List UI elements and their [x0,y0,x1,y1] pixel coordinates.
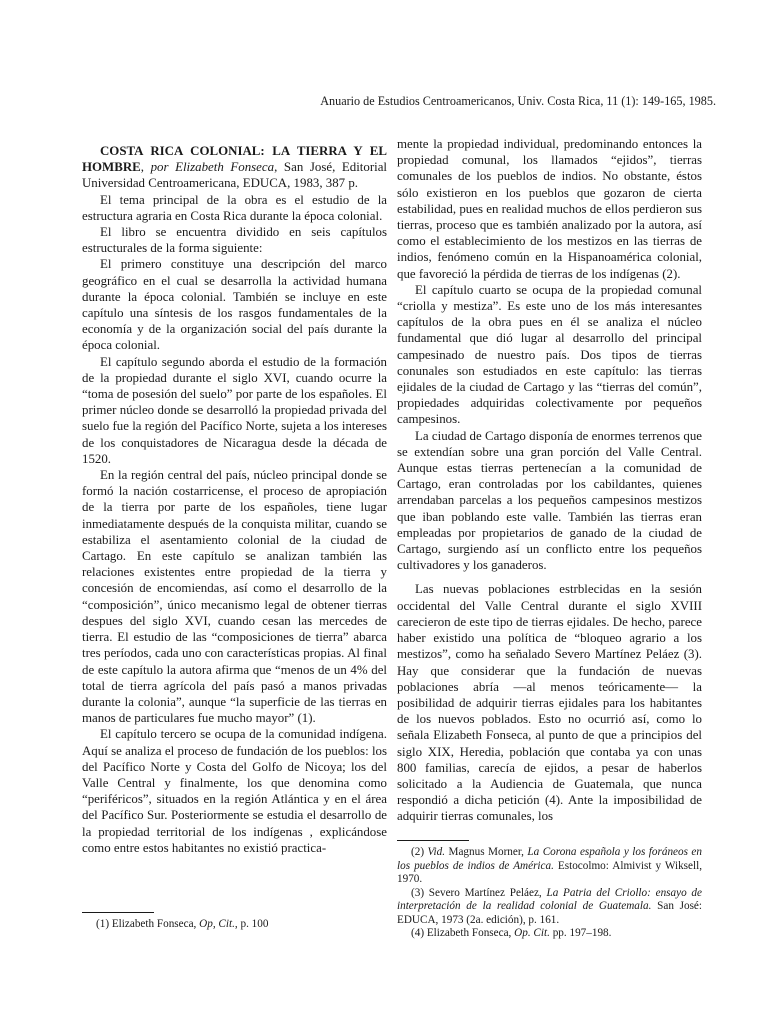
left-column [82,143,387,856]
paragraph: El capítulo cuarto se ocupa de la propiedad comunal “criolla y mestiza”. Es este uno de los más interesantes capítulos de la obra pues en él se analiza el núcleo fundamental que dió lugar al desarrollo del principal campesinado de nuestro país. Dos tipos de tierras conunales son estudiados en este capítulo: las tierras ejidales de la ciudad de Cartago y las “tierras del común”, propiedades adquiridas colectivamente por pequeños campesinos. [397,282,702,427]
footnotes-left [82,912,387,932]
paragraph: La ciudad de Cartago disponía de enormes terrenos que se extendían sobre una gran porción del Valle Central. Aunque estas tierras pertenecían a la comunidad de Cartago, eran controladas por los cabildantes, quienes arrendaban parcelas a los pequeños campesinos mestizos que iban poblando este valle. También las tierras eran empleadas por propietarios de ganado de la ciudad de Cartago, surgiendo así un conflicto entre los pequeños cultivadores y los ganaderos. [397,428,702,573]
paragraph: En la región central del país, núcleo principal donde se formó la nación costarricense, el proceso de apropiación de la tierra por parte de los españoles, tiene lugar inmediatamente después de la conquista militar, cuando se estabiliza el asentamiento colonial de la ciudad de Cartago. En este capítulo se analizan también las relaciones existentes entre propiedad de la tierra y concesión de encomiendas, así como el desarrollo de la “composición”, único mecanismo legal de obtener tierras despues del siglo XVI, cuando cesan las mercedes de tierra. El estudio de las “composiciones de tierra” abarca tres períodos, cada uno con características propias. Al final de este capítulo la autora afirma que “menos de un 4% del total de tierra agrícola del país pasó a manos privadas durante la colonia”, aunque “la superficie de las tierras en manos de particulares fue mucho mayor” (1). [82,468,387,726]
footnote: (3) Severo Martínez Peláez, La Patria del Criollo: ensayo de interpretación de la realidad colonial de Guatemala. San José: EDUCA, 1973 (2a. edición), p. 161. [397,886,702,926]
review-heading: COSTA RICA COLONIAL: LA TIERRA Y EL HOMBRE, por Elizabeth Fonseca, San José, Editorial Universidad Centroamericana, EDUCA, 1983, 387 p. [82,144,388,191]
paragraph: El libro se encuentra dividido en seis capítulos estructurales de la forma siguiente: [82,225,387,256]
paragraph: Las nuevas poblaciones estrblecidas en la sesión occidental del Valle Central durante el siglo XVIII carecieron de este tipo de tierras ejidales. De hecho, parece haber existido una política de “bloqueo agrario a los mestizos”, como ha señalado Severo Martínez Peláez (3). Hay que considerar que la fundación de nuevas poblaciones abría —al menos teóricamente— la posibilidad de adquirir tierras ejidales para los habitantes de los nuevos poblados. Esto no ocurrió así, como lo señala Elizabeth Fonseca, al punto de que a principios del siglo XIX, Heredia, población que contaba ya con unas 800 familias, carecía de ejidos, a pesar de haberlos solicitado a la Audiencia de Guatemala, que nunca respondió a dicha petición (4). Ante la imposibilidad de adquirir tierras comunales, los [397,582,702,824]
book-title: COSTA RICA COLONIAL: LA TIERRA Y EL HOMBRE [82,144,387,175]
journal-citation-header: Anuario de Estudios Centroamericanos, Univ. Costa Rica, 11 (1): 149-165, 1985. [320,94,716,108]
paragraph: El capítulo tercero se ocupa de la comunidad indígena. Aquí se analiza el proceso de fundación de los pueblos: los del Pacífico Norte y Costa del Golfo de Nicoya; los del Valle Central y finalmente, los que denomina como “periféricos”, situados en la región Atlántica y en el área del Pacífico Sur. Posteriormente se estudia el desarrollo de la propiedad territorial de los indígenas , explicándose como entre estos habitantes no existió practica- [82,727,387,855]
book-author: por Elizabeth Fonseca [150,160,275,175]
footnote-rule [82,912,154,913]
footnote: (4) Elizabeth Fonseca, Op. Cit. pp. 197–198. [411,927,612,939]
right-column [397,136,702,825]
footnote-rule [397,840,469,841]
footnote: (1) Elizabeth Fonseca, Op, Cit., p. 100 [96,918,269,930]
paragraph: El capítulo segundo aborda el estudio de la formación de la propiedad durante el siglo XVI, cuando ocurre la “toma de posesión del suelo” por parte de los españoles. El primer núcleo donde se desarrolló la propiedad privada del suelo fue la región del Pacífico Norte, sujeta a los intereses de los conquistadores de Nicaragua desde la década de 1520. [82,354,387,466]
paragraph: El primero constituye una descripción del marco geográfico en el cual se desarrolla la actividad humana durante la época colonial. También se incluye en este capítulo una síntesis de los rasgos fundamentales de la economía y de la organización social del país durante la época colonial. [82,257,387,353]
book-publication: San José, Editorial Universidad Centroamericana, EDUCA, 1983, 387 p. [82,160,388,191]
footnote: (2) Vid. Magnus Morner, La Corona española y los foráneos en los pueblos de indios de América. Estocolmo: Almivist y Wiksell, 1970. [397,846,703,885]
paragraph: El tema principal de la obra es el estudio de la estructura agraria en Costa Rica durante la época colonial. [82,192,387,223]
paragraph-continuation: mente la propiedad individual, predominando entonces la propiedad comunal, los llamados “ejidos”, tierras comunales de los pueblos de indios. No obstante, éstos sólo existieron en los pueblos que gozaron de cierta estabilidad, pues en realidad muchos de ellos perdieron sus tierras, proceso que es también analizado por la autora, así como el establecimiento de los mestizos en las tierras de indios, fenómeno común en la Hispanoamérica colonial, que favoreció la pérdida de tierras de los indígenas (2). [397,137,702,281]
footnotes-right [397,840,702,941]
